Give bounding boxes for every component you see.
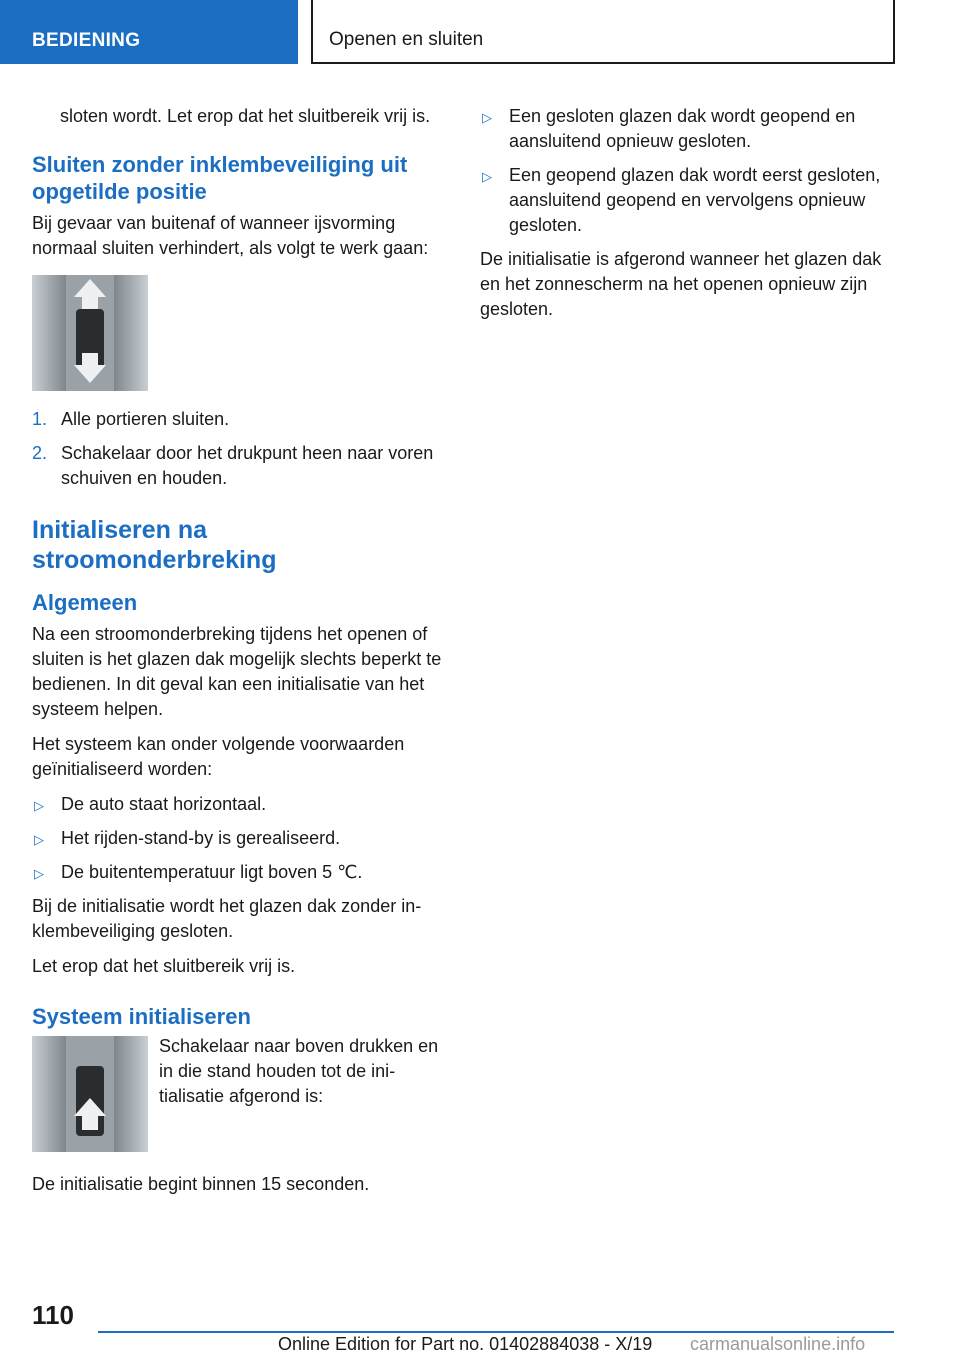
triangle-bullet-icon: ▷ (34, 798, 44, 813)
list-item: ▷ Een geopend glazen dak wordt eerst gesloten, aansluitend geopend en vervolgens opnieuw gesloten. (482, 165, 881, 235)
continued-text: sloten wordt. Let erop dat het sluitbereik vrij is. (60, 106, 431, 126)
list-item: ▷ Het rijden-stand-by is gerealiseerd. (32, 826, 447, 851)
list-item: ▷ Een gesloten glazen dak wordt geopend en aansluitend opnieuw gesloten. (482, 106, 856, 151)
paragraph-begint: De initialisatie begint binnen 15 seconden. (32, 1174, 370, 1194)
list-item: ▷ De buitentemperatuur ligt boven 5 ℃. (32, 860, 447, 885)
systeem-figure (32, 1036, 447, 1152)
paragraph-algemeen: Na een stroomonderbreking tijdens het openen of sluiten is het glazen dak mogelijk slechts beperkt te bedienen. In dit geval kan een initialisatie van het systeem helpen. (32, 624, 442, 719)
chapter-title: Openen en sluiten (311, 0, 895, 64)
paragraph-letop: Let erop dat het sluitbereik vrij is. (32, 956, 296, 976)
triangle-bullet-icon: ▷ (34, 866, 44, 881)
heading-sluiten: Sluiten zonder inklembeveiliging uit opgetilde positie (32, 152, 408, 204)
switch-forward-image (32, 275, 148, 391)
page-number: 110 (32, 1300, 74, 1330)
switch-up-image (32, 1036, 148, 1152)
triangle-bullet-icon: ▷ (482, 110, 492, 125)
triangle-bullet-icon: ▷ (34, 832, 44, 847)
heading-systeem: Systeem initialiseren (32, 1004, 251, 1029)
edition-note: Online Edition for Part no. 01402884038 - X/19 (278, 1334, 653, 1354)
heading-initialiseren: Initialiseren na stroomonderbreking (32, 516, 277, 574)
paragraph-schakelaar: Schakelaar naar boven drukken en in die stand houden tot de initialisatie afgerond is: (159, 1036, 439, 1106)
list-item: 2. Schakelaar door het drukpunt heen naar voren schuiven en houden. (32, 443, 434, 488)
watermark: carmanualsonline.info (690, 1334, 866, 1354)
footer-divider (98, 1331, 894, 1333)
heading-algemeen: Algemeen (32, 590, 138, 615)
section-tab: BEDIENING (0, 0, 298, 64)
paragraph-sluiten: Bij gevaar van buitenaf of wanneer ijsvorming normaal sluiten verhindert, als volgt te werk gaan: (32, 213, 429, 258)
paragraph-afgerond: De initialisatie is afgerond wanneer het glazen dak en het zonnescherm na het openen opnieuw zijn gesloten. (480, 249, 882, 319)
paragraph-init: Bij de initialisatie wordt het glazen dak zonder inklembeveiliging gesloten. (32, 896, 422, 941)
list-item: 1. Alle portieren sluiten. (32, 409, 230, 429)
list-item: ▷ De auto staat horizontaal. (32, 792, 447, 817)
left-column (32, 104, 447, 1207)
right-column (480, 104, 895, 332)
paragraph-voorwaarden: Het systeem kan onder volgende voorwaarden geïnitialiseerd worden: (32, 734, 405, 779)
triangle-bullet-icon: ▷ (482, 169, 492, 184)
